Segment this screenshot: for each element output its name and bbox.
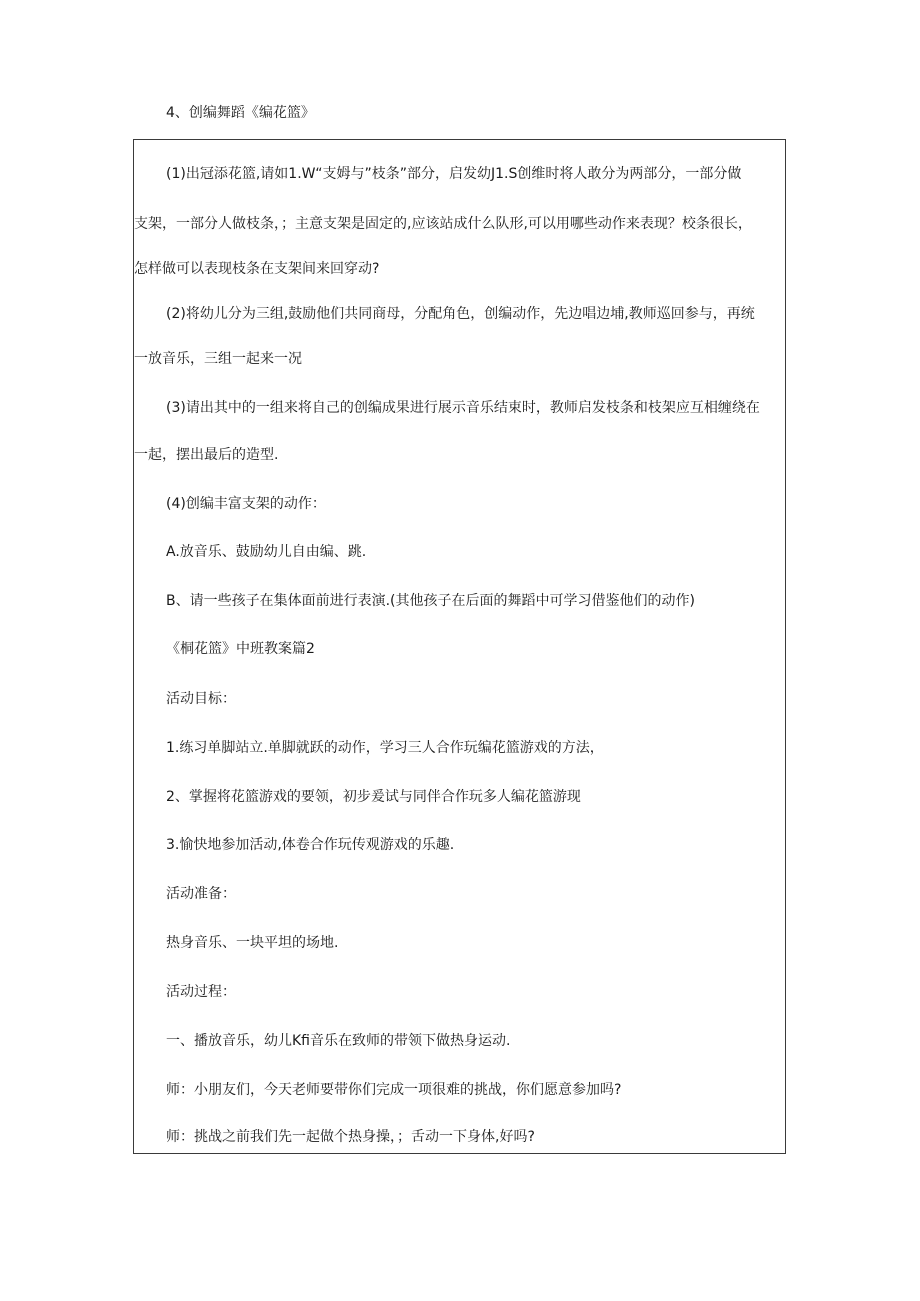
section-heading: 4、创编舞蹈《编花篮》 <box>166 105 315 121</box>
paragraph-6: B、请一些孩子在集体面前进行表演.(其他孩子在后面的舞蹈中可学习借鉴他们的动作) <box>166 593 695 609</box>
paragraph-2-line-1: (2)将幼儿分为三组,鼓励他们共同商母，分配角色，创编动作，先边唱边埔,教师巡回参与，再统 <box>166 306 755 322</box>
paragraph-4: (4)创编丰富支架的动作： <box>166 496 326 512</box>
paragraph-2-line-2: 一放音乐，三组一起来一况 <box>134 351 302 367</box>
paragraph-3-line-1: (3)请出其中的一组来将自己的创编成果进行展示音乐结束时，教师启发枝条和枝架应互相缠绕在 <box>166 400 760 416</box>
paragraph-3-line-2: 一起，摆出最后的造型. <box>134 447 279 463</box>
paragraph-12: 活动准备： <box>166 886 236 902</box>
paragraph-1-line-3: 怎样做可以表现枝条在支架间来回穿动? <box>134 261 380 277</box>
paragraph-7: 《桐花篮》中班教案篇2 <box>166 641 315 657</box>
paragraph-8: 活动目标： <box>166 691 236 707</box>
paragraph-1-line-1: (1)出冠添花篮,请如1.W“支姆与”枝条”部分，启发幼J1.S创维时将人敢分为两部分，一部分做 <box>166 166 742 182</box>
content-box <box>133 139 786 1154</box>
paragraph-13: 热身音乐、一块平坦的场地. <box>166 935 339 951</box>
paragraph-9: 1.练习单脚站立.单脚就跃的动作，学习三人合作玩编花篮游戏的方法， <box>166 740 604 756</box>
paragraph-1-line-2: 支架，一部分人做枝条，；主意支架是固定的,应该站成什么队形,可以用哪些动作来表现？校条很长， <box>134 216 752 232</box>
paragraph-15: 一、播放音乐，幼儿Kfi音乐在致师的带领下做热身运动. <box>166 1033 511 1049</box>
paragraph-17: 师：挑战之前我们先一起做个热身操，；舌动一下身体,好吗? <box>166 1129 535 1145</box>
paragraph-16: 师：小朋友们，今天老师要带你们完成一项很难的挑战，你们愿意参加吗? <box>166 1082 622 1098</box>
paragraph-11: 3.愉快地参加活动,体卷合作玩传观游戏的乐趣. <box>166 837 455 853</box>
paragraph-10: 2、掌握将花篮游戏的要领，初步爰试与同伴合作玩多人编花篮游现 <box>166 789 581 805</box>
paragraph-5: A.放音乐、鼓励幼儿自由编、跳. <box>166 544 367 560</box>
paragraph-14: 活动过程： <box>166 984 236 1000</box>
